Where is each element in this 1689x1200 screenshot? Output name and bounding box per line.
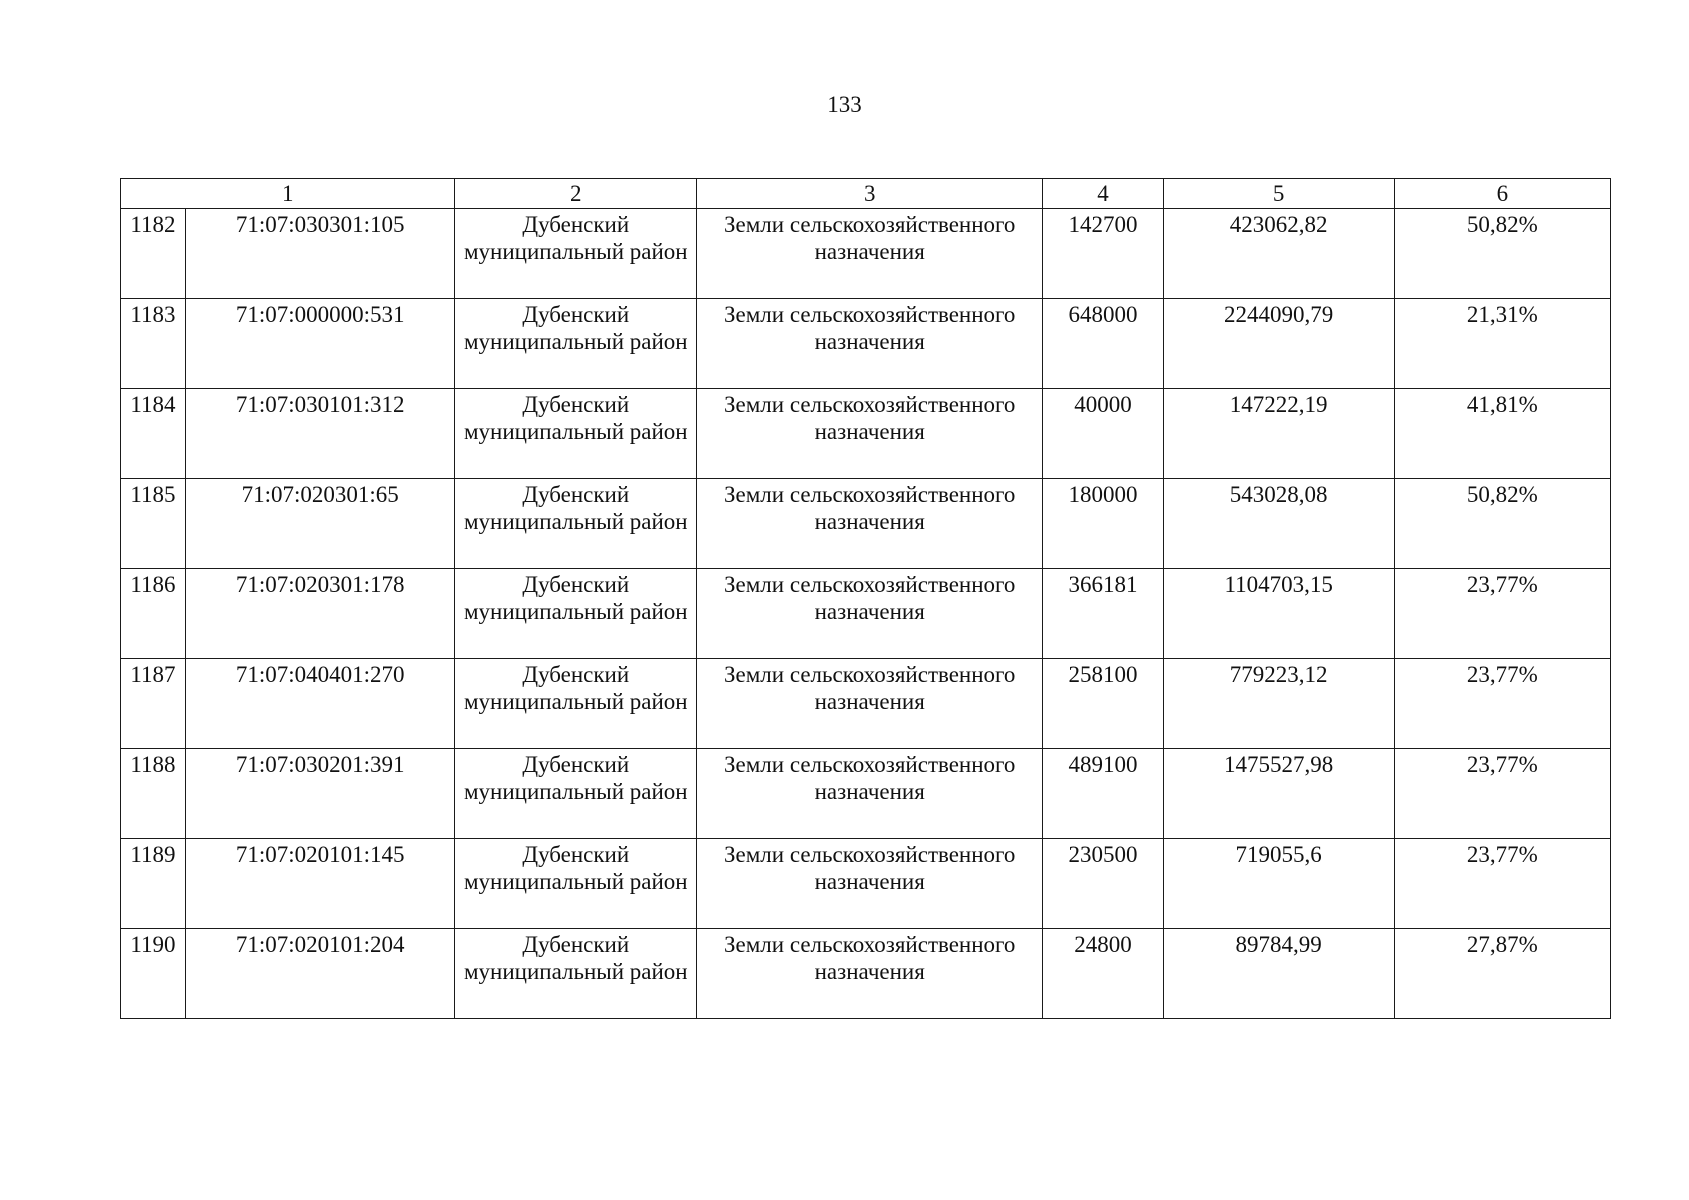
table-row <box>121 479 1611 569</box>
table-row <box>121 299 1611 389</box>
cadastral-value: 719055,6 <box>1163 839 1394 929</box>
municipality: Дубенский муниципальный район <box>455 749 697 839</box>
percent: 27,87% <box>1394 929 1610 1019</box>
table-row <box>121 209 1611 299</box>
cadastral-value: 1475527,98 <box>1163 749 1394 839</box>
row-number: 1183 <box>121 299 186 389</box>
area: 142700 <box>1043 209 1163 299</box>
municipality: Дубенский муниципальный район <box>455 569 697 659</box>
cadastral-number: 71:07:020101:145 <box>185 839 454 929</box>
row-number: 1186 <box>121 569 186 659</box>
land-category: Земли сельскохозяйственного назначения <box>697 659 1043 749</box>
cadastral-value: 779223,12 <box>1163 659 1394 749</box>
cadastral-number: 71:07:030301:105 <box>185 209 454 299</box>
percent: 23,77% <box>1394 659 1610 749</box>
area: 489100 <box>1043 749 1163 839</box>
cadastral-number: 71:07:020301:178 <box>185 569 454 659</box>
header-col-3: 3 <box>697 179 1043 209</box>
land-plot-table <box>120 178 1611 1019</box>
table-row <box>121 569 1611 659</box>
row-number: 1187 <box>121 659 186 749</box>
table-header <box>121 179 1611 209</box>
municipality: Дубенский муниципальный район <box>455 839 697 929</box>
cadastral-value: 423062,82 <box>1163 209 1394 299</box>
land-category: Земли сельскохозяйственного назначения <box>697 389 1043 479</box>
table-row <box>121 929 1611 1019</box>
percent: 41,81% <box>1394 389 1610 479</box>
area: 180000 <box>1043 479 1163 569</box>
header-col-2: 2 <box>455 179 697 209</box>
cadastral-value: 543028,08 <box>1163 479 1394 569</box>
row-number: 1182 <box>121 209 186 299</box>
percent: 23,77% <box>1394 839 1610 929</box>
land-category: Земли сельскохозяйственного назначения <box>697 209 1043 299</box>
table-body <box>121 209 1611 1019</box>
table-row <box>121 749 1611 839</box>
row-number: 1189 <box>121 839 186 929</box>
percent: 50,82% <box>1394 209 1610 299</box>
cadastral-number: 71:07:000000:531 <box>185 299 454 389</box>
area: 230500 <box>1043 839 1163 929</box>
land-category: Земли сельскохозяйственного назначения <box>697 749 1043 839</box>
table-row <box>121 389 1611 479</box>
area: 24800 <box>1043 929 1163 1019</box>
municipality: Дубенский муниципальный район <box>455 299 697 389</box>
land-category: Земли сельскохозяйственного назначения <box>697 929 1043 1019</box>
municipality: Дубенский муниципальный район <box>455 659 697 749</box>
cadastral-number: 71:07:030101:312 <box>185 389 454 479</box>
land-category: Земли сельскохозяйственного назначения <box>697 299 1043 389</box>
cadastral-number: 71:07:020301:65 <box>185 479 454 569</box>
cadastral-value: 147222,19 <box>1163 389 1394 479</box>
cadastral-number: 71:07:040401:270 <box>185 659 454 749</box>
cadastral-number: 71:07:020101:204 <box>185 929 454 1019</box>
area: 366181 <box>1043 569 1163 659</box>
cadastral-number: 71:07:030201:391 <box>185 749 454 839</box>
land-category: Земли сельскохозяйственного назначения <box>697 569 1043 659</box>
row-number: 1188 <box>121 749 186 839</box>
row-number: 1184 <box>121 389 186 479</box>
header-col-5: 5 <box>1163 179 1394 209</box>
land-category: Земли сельскохозяйственного назначения <box>697 479 1043 569</box>
table-row <box>121 659 1611 749</box>
header-col-4: 4 <box>1043 179 1163 209</box>
row-number: 1185 <box>121 479 186 569</box>
municipality: Дубенский муниципальный район <box>455 479 697 569</box>
percent: 23,77% <box>1394 569 1610 659</box>
area: 648000 <box>1043 299 1163 389</box>
percent: 21,31% <box>1394 299 1610 389</box>
municipality: Дубенский муниципальный район <box>455 929 697 1019</box>
municipality: Дубенский муниципальный район <box>455 389 697 479</box>
row-number: 1190 <box>121 929 186 1019</box>
cadastral-value: 89784,99 <box>1163 929 1394 1019</box>
page-number: 133 <box>827 92 862 117</box>
header-col-1: 1 <box>121 179 455 209</box>
area: 258100 <box>1043 659 1163 749</box>
table-row <box>121 839 1611 929</box>
header-row <box>121 179 1611 209</box>
municipality: Дубенский муниципальный район <box>455 209 697 299</box>
cadastral-value: 1104703,15 <box>1163 569 1394 659</box>
cadastral-value: 2244090,79 <box>1163 299 1394 389</box>
area: 40000 <box>1043 389 1163 479</box>
land-category: Земли сельскохозяйственного назначения <box>697 839 1043 929</box>
header-col-6: 6 <box>1394 179 1610 209</box>
percent: 50,82% <box>1394 479 1610 569</box>
percent: 23,77% <box>1394 749 1610 839</box>
